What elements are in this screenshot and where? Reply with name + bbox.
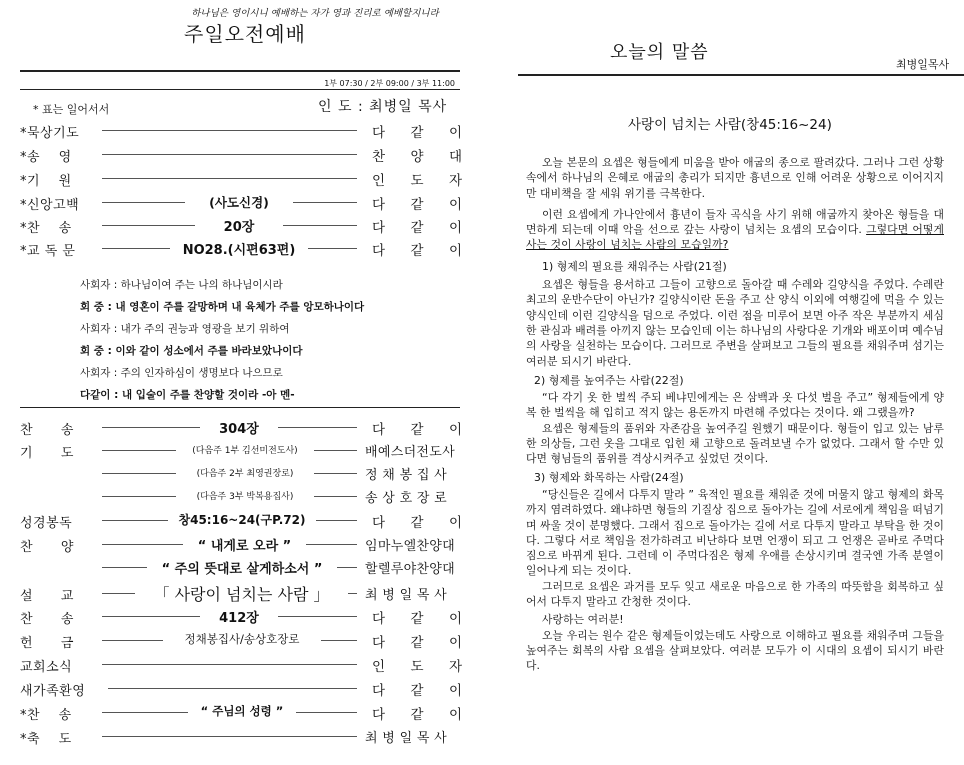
order-performer: 송 상 호 장 로 xyxy=(365,491,448,506)
responsive-line: 사회자 : 하나님이여 주는 나의 하나님이시라 xyxy=(80,279,283,291)
order-row xyxy=(20,462,460,484)
order-row xyxy=(20,439,460,461)
order-label: 설 교 xyxy=(20,589,74,604)
order-item: (다음주 2부 최영권장로) xyxy=(176,466,314,479)
paragraph: 오늘 우리는 원수 같은 형제들이었는데도 사랑으로 이해하고 필요를 채워주며 그들을 높여주는 회복의 사람 요셉을 살펴보았다. 여러분 모두가 이 시대의 요셉이 되시기 바란다. xyxy=(526,628,944,673)
standing-note: * 표는 일어서서 xyxy=(33,103,110,116)
order-item: 정채봉집사/송상호장로 xyxy=(163,631,321,647)
order-performer: 임마누엘찬양대 xyxy=(365,539,456,554)
order-performer: 인 도 자 xyxy=(372,173,462,189)
order-row xyxy=(20,191,460,213)
order-row xyxy=(20,214,460,236)
order-label: *송 영 xyxy=(20,150,72,165)
section-heading: 3) 형제와 화목하는 사람(24절) xyxy=(534,470,684,484)
paragraph: 요셉은 형제들의 품위와 자존감을 높여주길 원했기 때문이다. 형들이 입고 있는 남루한 의상들, 그런 옷을 그대로 입힌 채 고향으로 돌려보낼 수가 없었다. 그래서 할 수만 있다면 형님들의 품위를 격상시켜주고 싶었던 것이다. xyxy=(526,421,944,466)
order-item: (다음주 1부 김선미전도사) xyxy=(176,443,314,456)
order-performer: 배예스더전도사 xyxy=(365,445,456,460)
order-row xyxy=(20,533,460,555)
order-performer: 다 같 이 xyxy=(372,611,462,627)
order-row xyxy=(20,653,460,675)
order-item: (다음주 3부 박복용집사) xyxy=(176,489,314,502)
sermon-body xyxy=(526,155,944,674)
order-performer: 다 같 이 xyxy=(372,422,462,438)
leader-line xyxy=(102,178,357,179)
order-item: 412장 xyxy=(200,607,278,626)
order-label: *신앙고백 xyxy=(20,198,80,213)
order-performer: 정 채 봉 집 사 xyxy=(365,468,448,483)
sermon-title-item: 「 사랑이 넘치는 사람 」 xyxy=(135,582,348,605)
order-performer: 인 도 자 xyxy=(372,659,462,675)
leader-line xyxy=(102,154,357,155)
service-times: 1부 07:30 / 2부 09:00 / 3부 11:00 xyxy=(324,79,455,88)
order-row xyxy=(20,677,460,699)
sermon-page xyxy=(518,0,964,765)
order-row xyxy=(20,629,460,651)
order-performer: 다 같 이 xyxy=(372,707,462,723)
order-label: *묵상기도 xyxy=(20,126,80,141)
order-performer: 찬 양 대 xyxy=(372,149,462,165)
order-performer: 최 병 일 목 사 xyxy=(365,731,448,746)
leader-line xyxy=(102,130,357,131)
order-item: “ 주님의 성령 ” xyxy=(188,703,296,719)
leader-label: 인 도 : 최병일 목사 xyxy=(318,99,448,115)
order-row xyxy=(20,509,460,531)
order-item: 창45:16~24(구P.72) xyxy=(168,511,316,528)
order-label: 교회소식 xyxy=(20,660,73,675)
paragraph: 그러므로 요셉은 과거를 모두 잊고 새로운 마음으로 한 가족의 따뜻함을 회복하고 싶어서 다투지 말라고 간청한 것이다. xyxy=(526,579,944,609)
sermon-page-title: 오늘의 말씀 xyxy=(610,42,709,63)
responsive-line: 회 중 : 내 영혼이 주를 갈망하며 내 육체가 주를 앙모하나이다 xyxy=(80,301,365,313)
order-label: 찬 송 xyxy=(20,423,74,438)
order-performer: 다 같 이 xyxy=(372,635,462,651)
service-title: 주일오전예배 xyxy=(184,22,306,46)
title-divider xyxy=(518,74,964,76)
order-label: 찬 양 xyxy=(20,540,74,555)
responsive-divider xyxy=(20,407,460,408)
order-row xyxy=(20,119,460,141)
order-label: *기 원 xyxy=(20,174,72,189)
order-label: *축 도 xyxy=(20,732,72,747)
order-row xyxy=(20,416,460,438)
paragraph: 이런 요셉에게 가나안에서 흉년이 들자 곡식을 사기 위해 애굽까지 찾아온 형들을 대면하게 되는데 이때 악을 선으로 갚는 사랑이 넘치는 요셉의 모습이다. 그렇다면 어떻게 사는 것이 사랑이 넘치는 사람의 모습일까? xyxy=(526,207,944,252)
order-label: 성경봉독 xyxy=(20,516,73,531)
paragraph: 사랑하는 여러분! xyxy=(542,613,624,627)
order-performer: 다 같 이 xyxy=(372,683,462,699)
order-row xyxy=(20,725,460,747)
order-item: (사도신경) xyxy=(185,193,293,211)
order-row xyxy=(20,143,460,165)
order-performer: 다 같 이 xyxy=(372,125,462,141)
sermon-author: 최병일목사 xyxy=(896,58,950,71)
epigraph: 하나님은 영이시니 예배하는 자가 영과 진리로 예배할지니라 xyxy=(191,8,439,19)
order-row xyxy=(20,605,460,627)
order-row xyxy=(20,237,460,259)
responsive-line: 회 중 : 이와 같이 성소에서 주를 바라보았나이다 xyxy=(80,345,303,357)
order-item: “ 내게로 오라 ” xyxy=(183,535,306,554)
order-label: *찬 송 xyxy=(20,708,72,723)
title-divider xyxy=(20,70,460,72)
order-row xyxy=(20,167,460,189)
leader-line xyxy=(108,688,357,689)
paragraph: 오늘 본문의 요셉은 형들에게 미움을 받아 애굽의 종으로 팔려갔다. 그러나 그런 상황 속에서 하나님의 은혜로 애굽의 총리가 되지만 흉년으로 인해 어려운 상황으로 이어지지만 대비책을 잘 세워 위기를 극복한다. xyxy=(526,156,944,200)
order-label: 찬 송 xyxy=(20,612,74,627)
section-heading: 2) 형제를 높여주는 사람(22절) xyxy=(534,373,684,387)
leader-line xyxy=(102,664,357,665)
order-performer: 다 같 이 xyxy=(372,197,462,213)
paragraph: “다 각기 옷 한 벌씩 주되 베냐민에게는 은 삼백과 옷 다섯 벌을 주고” 형제들에게 양복 한 벌씩을 해 입히고 적지 않는 용돈까지 마련해 주었다는 것이다. 왜 그랬을까? xyxy=(526,391,944,420)
order-row xyxy=(20,556,460,578)
order-item: NO28.(시편63편) xyxy=(170,239,308,258)
order-label: 새가족환영 xyxy=(20,684,86,699)
paragraph: 요셉은 형들을 용서하고 그들이 고향으로 돌아갈 때 수레와 길양식을 주었다. 수레란 최고의 운반수단이 아닌가? 길양식이란 돈을 주고 산 양식 이외에 여행길에 먹을 수 있는 양식인데 이런 길양식을 덤으로 주었다. 이런 점을 미루어 보면 아주 작은 부분까지 세심한 관심과 배려를 아끼지 않는 모습인데 이는 하나님의 사랑다운 기개와 배포이며 예수님의 사랑을 실천하는 모습이다. 그러므로 주변을 살펴보고 그들의 필요를 채워주며 섬기는 여러분 되시기 바란다. xyxy=(526,278,944,368)
order-performer: 다 같 이 xyxy=(372,243,462,259)
order-label: 헌 금 xyxy=(20,636,74,651)
order-performer: 다 같 이 xyxy=(372,220,462,236)
order-row xyxy=(20,485,460,507)
sermon-title: 사랑이 넘치는 사람(창45:16~24) xyxy=(628,117,832,133)
order-row xyxy=(20,580,460,606)
section-heading: 1) 형제의 필요를 채워주는 사람(21절) xyxy=(542,259,727,273)
order-item: 20장 xyxy=(195,216,283,235)
responsive-line: 사회자 : 내가 주의 권능과 영광을 보기 위하여 xyxy=(80,323,290,335)
order-label: *찬 송 xyxy=(20,221,72,236)
order-label: *교 독 문 xyxy=(20,244,76,259)
order-performer: 다 같 이 xyxy=(372,515,462,531)
paragraph: “당신들은 길에서 다투지 말라 ” 육적인 필요를 채워준 것에 머물지 않고 형제의 화목까지 염려하였다. 왜냐하면 형들의 기질상 집으로 돌아가는 길에 서로에게 책임을 떠넘기며 싸울 것이 분명했다. 그래서 집으로 돌아가는 길에 서로 다투지 말라고 부탁을 한 것이다. 그렇다 서로 책임을 전가하려고 비난하다 보면 언쟁이 되고 그 언쟁은 곧바로 주먹다짐으로 바뀌게 된다. 그런데 이 주먹다짐은 형제 우애를 손상시키며 결국엔 가족 분열이 일어나게 되는 것이다. xyxy=(526,487,944,578)
leader-line xyxy=(102,736,357,737)
order-item: 304장 xyxy=(200,418,278,437)
order-row xyxy=(20,701,460,723)
responsive-line: 다같이 : 내 입술이 주를 찬양할 것이라 -아 멘- xyxy=(80,389,295,401)
order-performer: 할렐루야찬양대 xyxy=(365,562,456,577)
responsive-line: 사회자 : 주의 인자하심이 생명보다 나으므로 xyxy=(80,367,283,379)
order-performer: 최 병 일 목 사 xyxy=(365,588,448,603)
order-label: 기 도 xyxy=(20,446,74,461)
order-item: “ 주의 뜻대로 살게하소서 ” xyxy=(147,558,337,577)
bulletin-order-page xyxy=(0,0,480,765)
times-divider xyxy=(20,89,460,90)
